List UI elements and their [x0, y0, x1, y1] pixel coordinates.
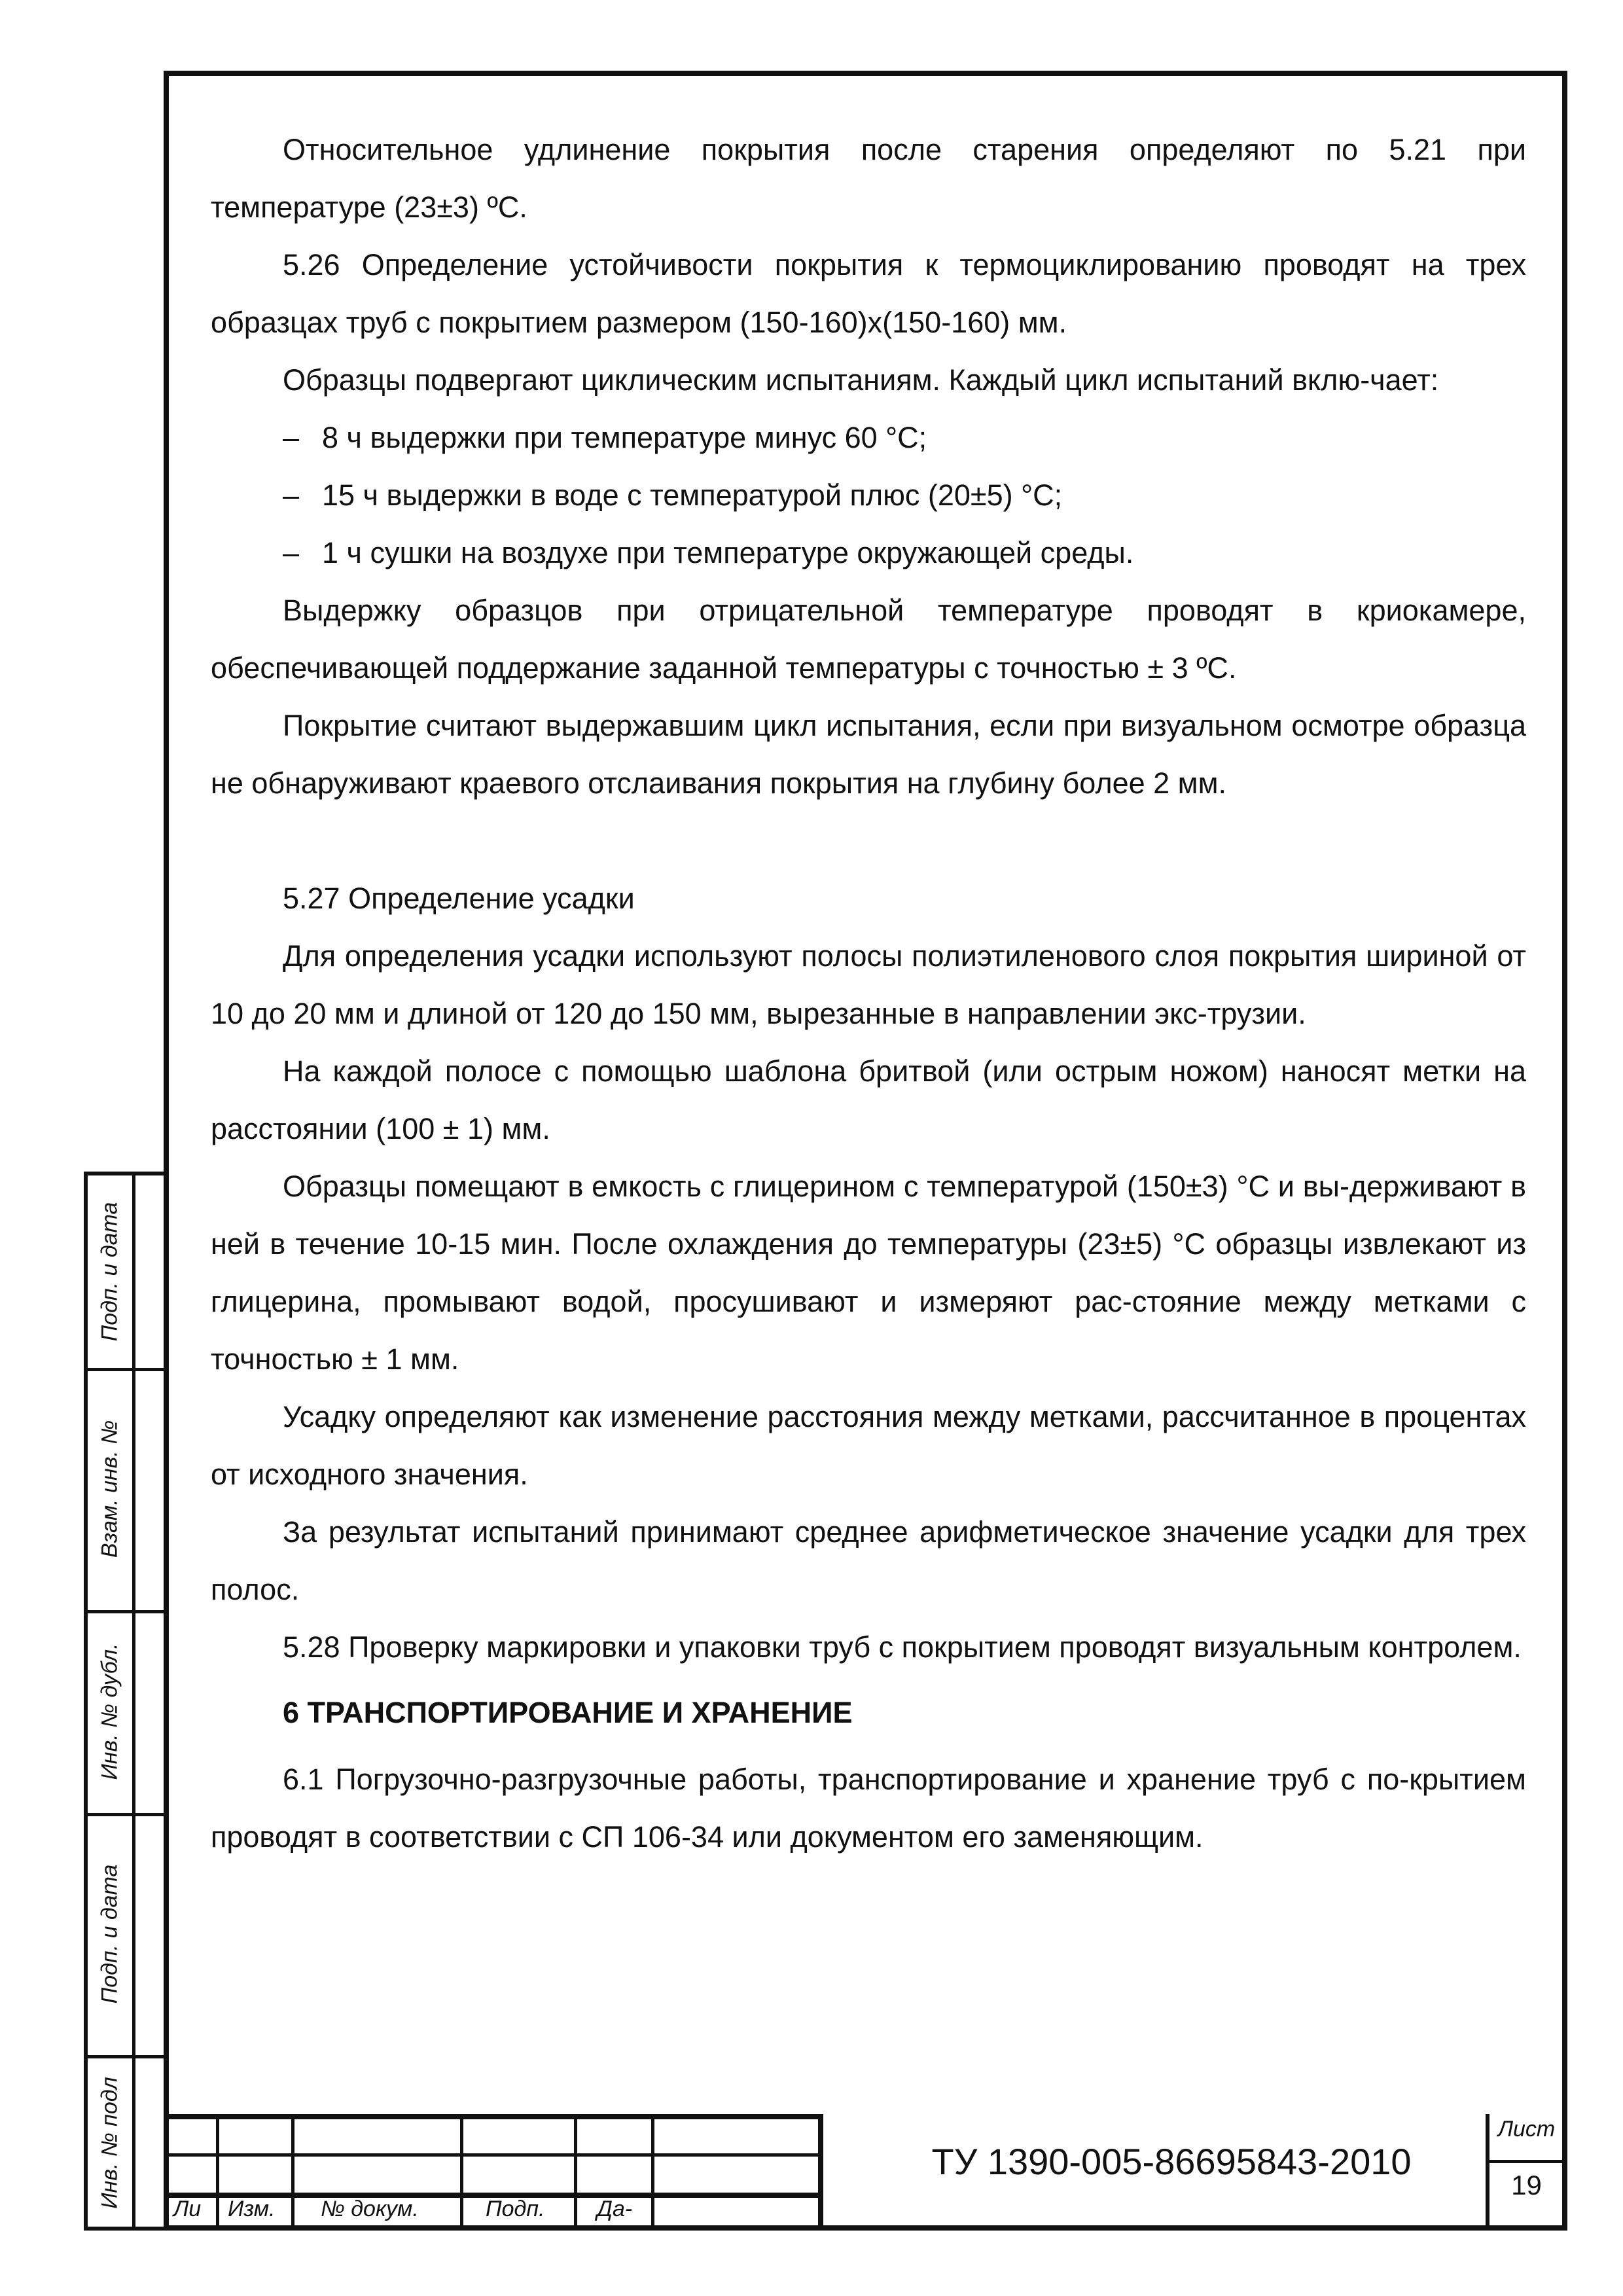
spacer — [211, 812, 1526, 870]
title-block-line — [216, 2114, 219, 2231]
column-label-sheet: Ли — [173, 2197, 202, 2221]
section-title: 5.27 Определение усадки — [283, 882, 635, 915]
paragraph: На каждой полосе с помощью шаблона бритвой (или острым ножом) наносят метки на расстоянии (100 ± 1) мм. — [211, 1054, 1526, 1145]
side-stamp-label: Подп. и дата — [97, 1864, 122, 2004]
sheet-number: 19 — [1511, 2170, 1542, 2200]
list-item — [211, 409, 1526, 467]
paragraph: Покрытие считают выдержавшим цикл испытания, если при визуальном осмотре образца не обнаруживают краевого отслаивания покрытия на глубину более 2 мм. — [211, 709, 1526, 800]
list-marker: – — [283, 478, 300, 512]
column-label-date: Да- — [597, 2197, 633, 2221]
title-block-line — [574, 2114, 577, 2231]
paragraph: За результат испытаний принимают среднее арифметическое значение усадки для трех полос. — [211, 1515, 1526, 1606]
list-marker: – — [283, 421, 300, 454]
title-block-line — [164, 2153, 818, 2157]
paragraph: Для определения усадки используют полосы полиэтиленового слоя покрытия шириной от 10 до 20 мм и длиной от 120 до 150 мм, вырезанные в направлении экс-трузии. — [211, 939, 1526, 1030]
sheet-label: Лист — [1497, 2117, 1556, 2142]
side-stamp-divider — [88, 2055, 168, 2058]
title-block-line — [291, 2114, 294, 2231]
side-stamp-label: Инв. № дубл. — [97, 1643, 122, 1780]
column-label-change: Изм. — [228, 2197, 276, 2221]
title-block-line — [164, 2114, 818, 2119]
title-block-line — [460, 2114, 463, 2231]
list-item-text: 15 ч выдержки в воде с температурой плюс (20±5) °С; — [322, 478, 1063, 512]
side-stamp-label: Подп. и дата — [97, 1202, 122, 1342]
document-number: ТУ 1390-005-86695843-2010 — [931, 2141, 1412, 2182]
paragraph: Образцы помещают в емкость с глицерином с температурой (150±3) °С и вы-держивают в ней в течение 10-15 мин. После охлаждения до температуры (23±5) °С образцы извлекают из глицерина, промывают водой, просушивают и измеряют рас-стояние между метками с точностью ± 1 мм. — [211, 1170, 1526, 1376]
side-stamp-divider — [88, 1610, 168, 1613]
side-stamp-label: Взам. инв. № — [97, 1420, 122, 1558]
column-label-signature: Подп. — [486, 2197, 545, 2221]
paragraph: 5.26 Определение устойчивости покрытия к термоциклированию проводят на трех образцах труб с покрытием размером (150-160)х(150-160) мм. — [211, 248, 1526, 339]
column-label-document: № докум. — [321, 2197, 419, 2221]
list-item — [211, 524, 1526, 582]
paragraph: Образцы подвергают циклическим испытаниям. Каждый цикл испытаний вклю-чает: — [283, 363, 1439, 397]
page-body — [211, 121, 1526, 1866]
side-stamp — [84, 1172, 164, 2231]
list-item-text: 8 ч выдержки при температуре минус 60 °С; — [322, 421, 927, 454]
paragraph: Относительное удлинение покрытия после старения определяют по 5.21 при температуре (23±3) ºС. — [211, 133, 1526, 224]
title-block-line — [651, 2114, 654, 2231]
section-heading: 6 ТРАНСПОРТИРОВАНИЕ И ХРАНЕНИЕ — [283, 1696, 853, 1729]
list-marker: – — [283, 536, 300, 569]
list-item — [211, 467, 1526, 524]
paragraph: 6.1 Погрузочно-разгрузочные работы, транспортирование и хранение труб с по-крытием проводят в соответствии с СП 106-34 или документом его заменяющим. — [211, 1763, 1526, 1854]
side-stamp-divider — [88, 1813, 168, 1816]
side-stamp-divider — [132, 1175, 135, 2227]
title-block — [164, 2114, 1567, 2231]
paragraph: Выдержку образцов при отрицательной температуре проводят в криокамере, обеспечивающей поддержание заданной температуры с точностью ± 3 ºС. — [211, 594, 1526, 685]
side-stamp-divider — [88, 1368, 168, 1371]
list-item-text: 1 ч сушки на воздухе при температуре окружающей среды. — [322, 536, 1134, 569]
paragraph: Усадку определяют как изменение расстояния между метками, рассчитанное в процентах от исходного значения. — [211, 1400, 1526, 1491]
side-stamp-label: Инв. № подл — [97, 2077, 122, 2209]
paragraph: 5.28 Проверку маркировки и упаковки труб с покрытием проводят визуальным контролем. — [283, 1630, 1522, 1664]
